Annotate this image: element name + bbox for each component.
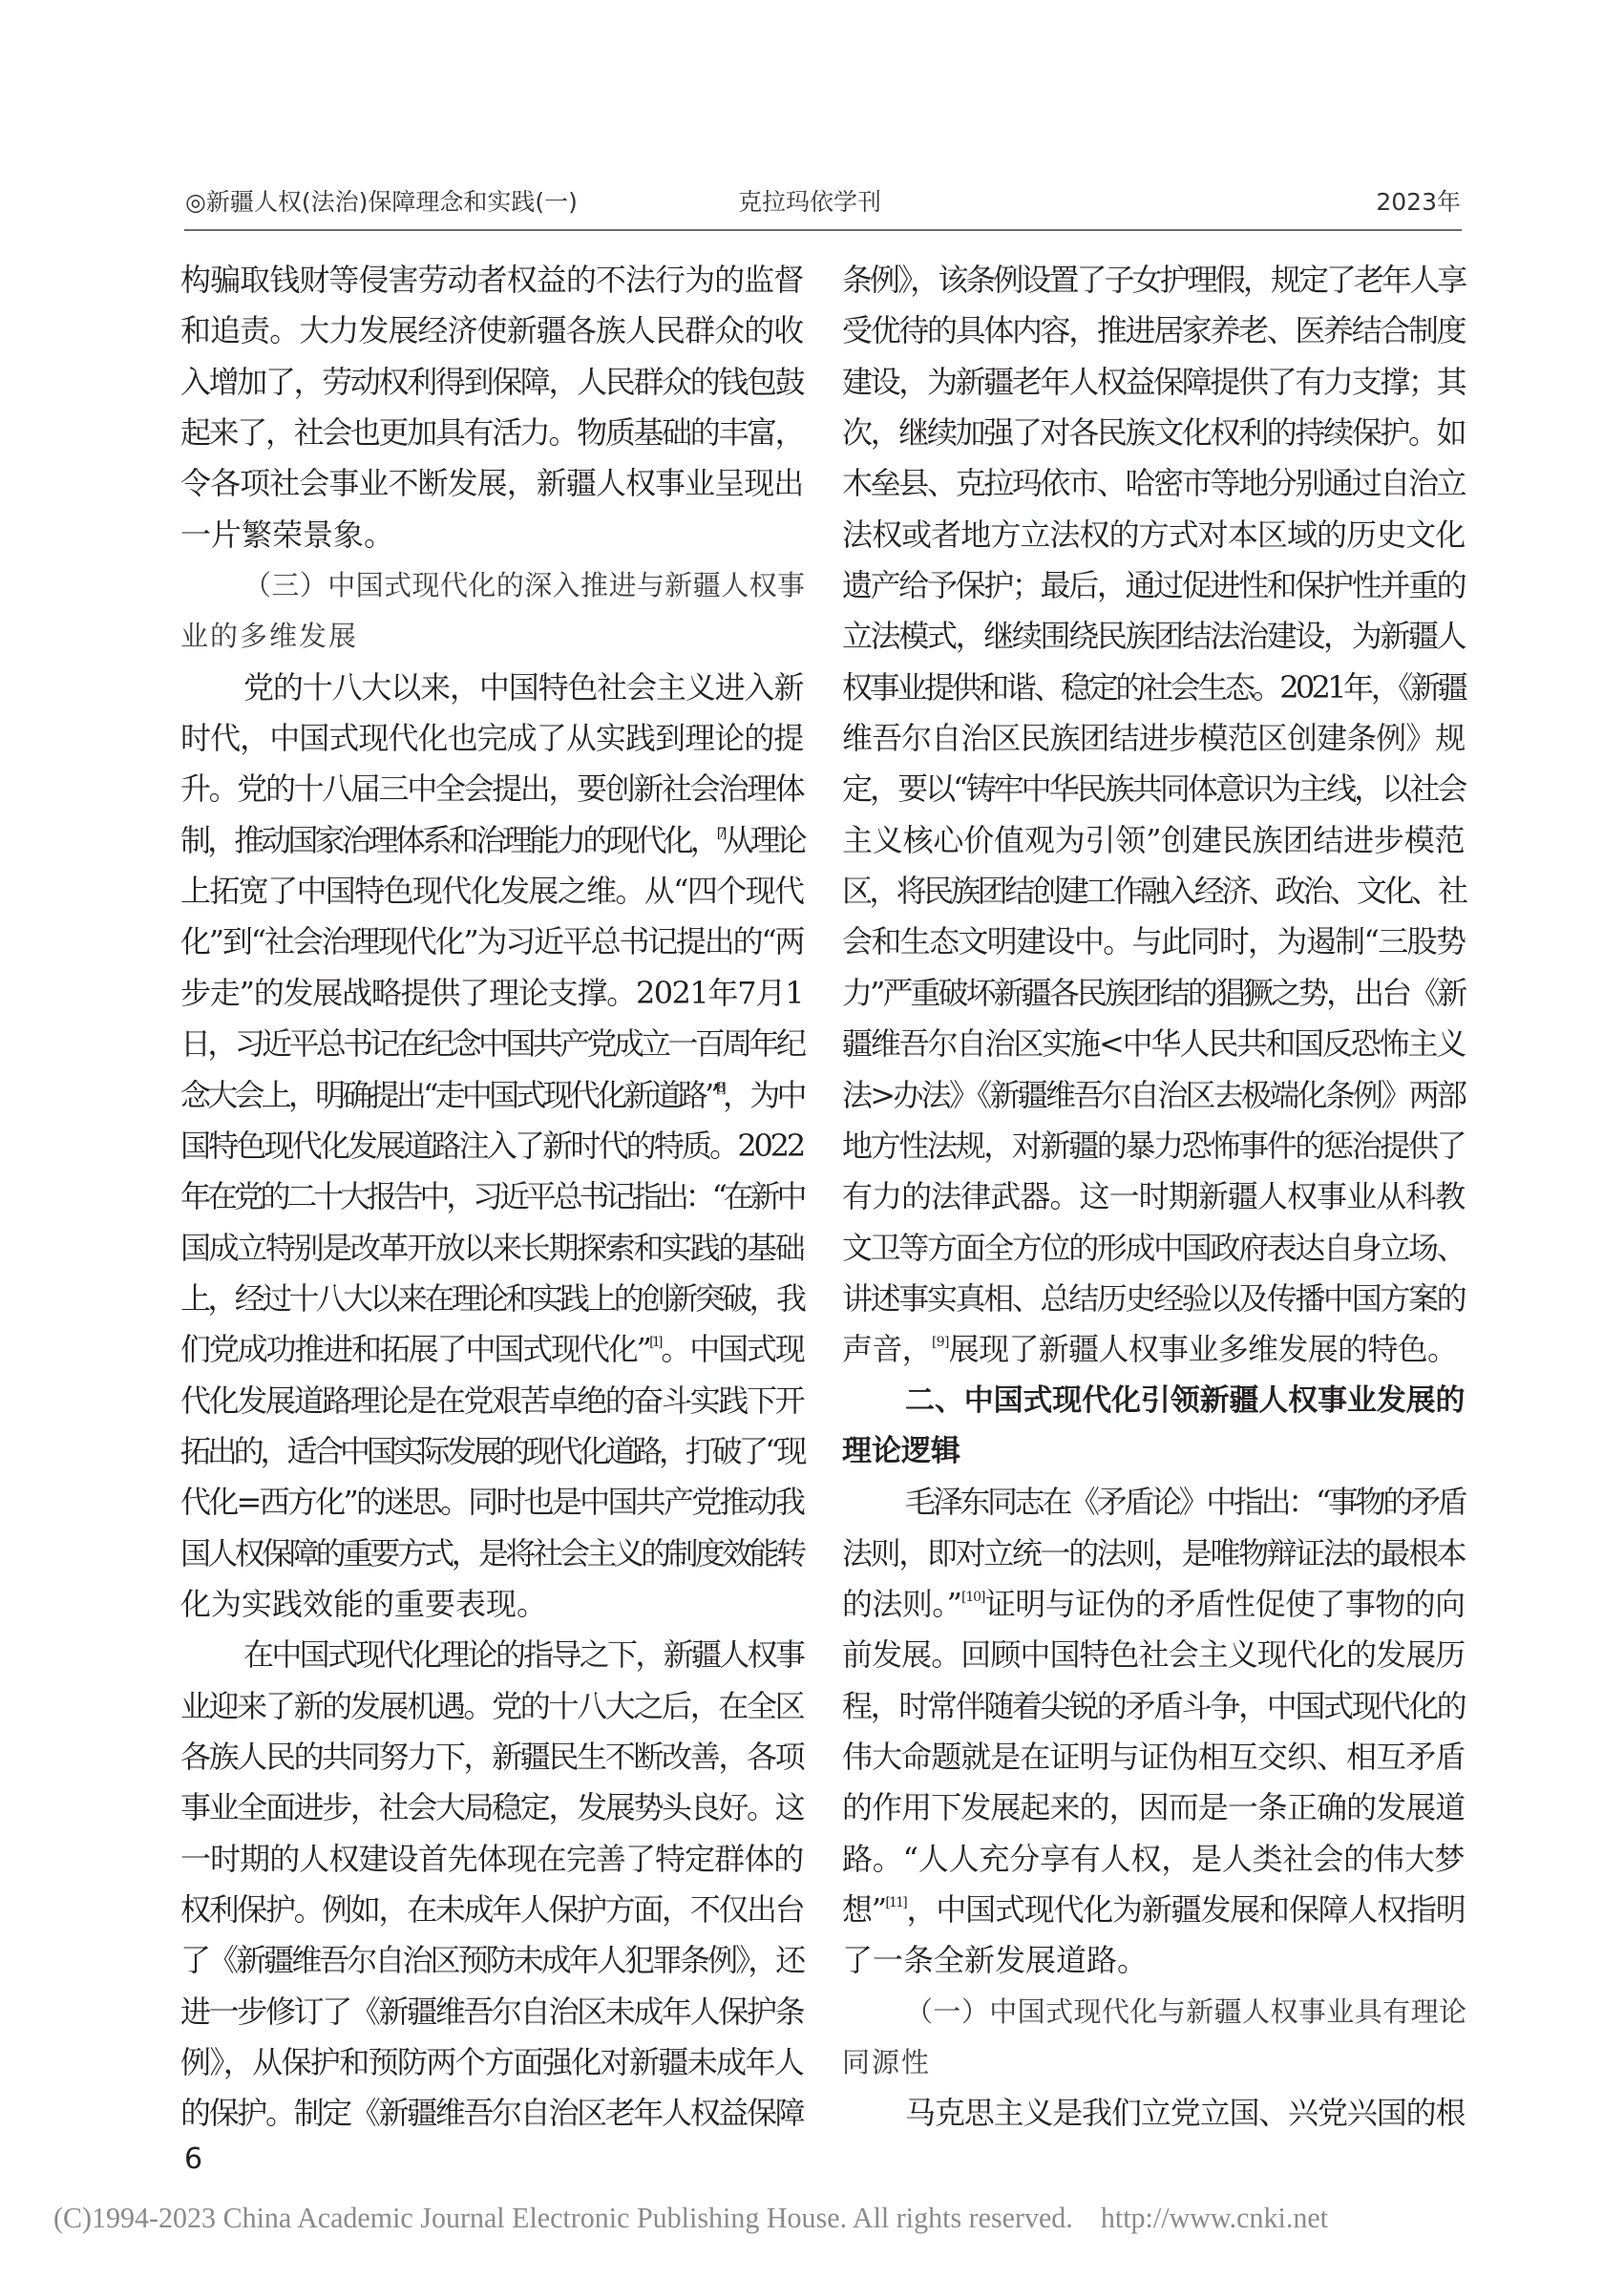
header-year: 2023年 [1376,188,1461,216]
body-text-line: 了《新疆维吾尔自治区预防未成年人犯罪条例》，还 [180,1942,803,1979]
body-text-line: 升。党的十八届三中全会提出，要创新社会治理体 [180,770,803,808]
body-text-line: 令各项社会事业不断发展，新疆人权事业呈现出 [180,465,803,502]
body-text-line: 一时期的人权建设首先体现在完善了特定群体的 [180,1840,803,1877]
body-text-line: 前发展。回顾中国特色社会主义现代化的发展历 [842,1636,1465,1674]
body-text-line: 权事业提供和谐、稳定的社会生态。2021年，《新疆 [842,668,1465,706]
body-text-line: 路。“人人充分享有人权，是人类社会的伟大梦 [842,1840,1465,1877]
body-text-line: 声音，[9]展现了新疆人权事业多维发展的特色。 [842,1331,1458,1368]
body-text-line: 业迎来了新的发展机遇。党的十八大之后，在全区 [180,1687,803,1724]
body-text-line: 国特色现代化发展道路注入了新时代的特质。2022 [180,1127,803,1164]
body-text-line: 拓出的，适合中国实际发展的现代化道路，打破了“现 [180,1432,803,1469]
subsection-heading-line: （三）中国式现代化的深入推进与新疆人权事 [243,569,803,602]
body-text-line: 了一条全新发展道路。 [842,1942,1149,1979]
body-text-line: 想”[11]，中国式现代化为新疆发展和保障人权指明 [842,1891,1465,1928]
body-text-line: 一片繁荣景象。 [180,516,395,553]
body-text-line: 和追责。大力发展经济使新疆各族人民群众的收 [180,312,803,349]
section-heading-line: 理论逻辑 [842,1433,960,1468]
body-text-line: 受优待的具体内容，推进居家养老、医养结合制度 [842,312,1465,349]
body-text-line: 定，要以“铸牢中华民族共同体意识为主线，以社会 [842,770,1465,808]
section-heading-line: 二、中国式现代化引领新疆人权事业发展的 [905,1382,1465,1418]
right-text-column [842,255,1465,2140]
body-text-line: 立法模式，继续围绕民族团结法治建设，为新疆人 [842,618,1465,655]
citation-reference[interactable]: [8] [715,1080,723,1096]
citation-reference[interactable]: [1] [649,1335,661,1351]
body-text-line: 文卫等方面全方位的形成中国政府表达自身立场、 [842,1229,1465,1266]
header-journal-name: 克拉玛依学刊 [738,188,882,216]
body-text-line: 次，继续加强了对各民族文化权利的持续保护。如 [842,414,1465,452]
copyright-footer [53,2201,1328,2235]
body-text-line: 伟大命题就是在证明与证伪相互交织、相互矛盾 [842,1738,1465,1775]
citation-reference[interactable]: [10] [960,1589,985,1605]
body-text-line: 构骗取钱财等侵害劳动者权益的不法行为的监督 [180,262,803,298]
body-text-line: 入增加了，劳动权利得到保障，人民群众的钱包鼓 [180,363,803,400]
body-text-line: 法权或者地方立法权的方式对本区域的历史文化 [842,516,1465,553]
body-text-line: 会和生态文明建设中。与此同时，为遏制“三股势 [842,923,1465,960]
body-text-line: 党的十八大以来，中国特色社会主义进入新 [243,668,803,706]
body-text-line: 进一步修订了《新疆维吾尔自治区未成年人保护条 [180,1993,803,2030]
body-text-line: 地方性法规，对新疆的暴力恐怖事件的惩治提供了 [842,1127,1465,1164]
body-text-line: 疆维吾尔自治区实施<中华人民共和国反恐怖主义 [842,1025,1465,1063]
body-text-line: 例》，从保护和预防两个方面强化对新疆未成年人 [180,2044,803,2081]
left-text-column [180,255,803,2140]
header-section-title: ◎新疆人权(法治)保障理念和实践(一) [185,188,578,216]
body-text-line: 日，习近平总书记在纪念中国共产党成立一百周年纪 [180,1025,803,1063]
body-text-line: 念大会上，明确提出“走中国式现代化新道路”[8]，为中 [180,1076,803,1113]
body-text-line: 有力的法律武器。这一时期新疆人权事业从科教 [842,1178,1465,1215]
body-text-line: 马克思主义是我们立党立国、兴党兴国的根 [905,2095,1465,2132]
header-divider [184,229,1462,231]
body-text-line: 的保护。制定《新疆维吾尔自治区老年人权益保障 [180,2095,803,2132]
body-text-line: 遗产给予保护；最后，通过促进性和保护性并重的 [842,567,1465,604]
body-text-line: 事业全面进步，社会大局稳定，发展势头良好。这 [180,1789,803,1826]
body-text-line: 代化=西方化”的迷思。同时也是中国共产党推动我 [180,1484,803,1521]
body-text-line: 的法则。”[10]证明与证伪的矛盾性促使了事物的向 [842,1585,1465,1622]
citation-reference[interactable]: [7] [716,825,723,841]
citation-reference[interactable]: [9] [931,1335,949,1351]
body-text-line: 在中国式现代化理论的指导之下，新疆人权事 [243,1636,803,1674]
body-text-line: 法则，即对立统一的法则，是唯物辩证法的最根本 [842,1534,1465,1571]
body-text-line: 化”到“社会治理现代化”为习近平总书记提出的“两 [180,923,803,960]
body-text-line: 力”严重破坏新疆各民族团结的猖獗之势，出台《新 [842,974,1465,1011]
body-text-line: 讲述事实真相、总结历史经验以及传播中国方案的 [842,1279,1465,1317]
body-text-line: 们党成功推进和拓展了中国式现代化”[1]。中国式现 [180,1331,803,1368]
body-text-line: 化为实践效能的重要表现。 [180,1585,548,1622]
subsection-heading-line: （一）中国式现代化与新疆人权事业具有理论 [905,1994,1465,2028]
body-text-line: 建设，为新疆老年人权益保障提供了有力支撑；其 [842,363,1465,400]
running-header [181,178,1463,223]
body-text-line: 国成立特别是改革开放以来长期探索和实践的基础 [180,1229,803,1266]
body-text-line: 木垒县、克拉玛依市、哈密市等地分别通过自治立 [842,465,1465,502]
body-text-line: 条例》，该条例设置了子女护理假，规定了老年人享 [842,262,1465,298]
body-text-line: 年在党的二十大报告中，习近平总书记指出：“在新中 [180,1178,803,1215]
body-text-line: 代化发展道路理论是在党艰苦卓绝的奋斗实践下开 [180,1382,803,1419]
body-text-line: 的作用下发展起来的，因而是一条正确的发展道 [842,1789,1465,1826]
body-text-line: 时代，中国式现代化也完成了从实践到理论的提 [180,720,803,757]
subsection-heading-line: 业的多维发展 [180,620,359,653]
subsection-heading-line: 同源性 [842,2046,932,2079]
body-text-line: 毛泽东同志在《矛盾论》中指出：“事物的矛盾 [905,1484,1465,1521]
body-text-line: 各族人民的共同努力下，新疆民生不断改善，各项 [180,1738,803,1775]
body-text-line: 起来了，社会也更加具有活力。物质基础的丰富， [180,414,803,452]
copyright-text: (C)1994-2023 China Academic Journal Electronic Publishing House. All rights reserved. [53,2201,1073,2234]
body-text-line: 区，将民族团结创建工作融入经济、政治、文化、社 [842,873,1465,910]
body-text-line: 制，推动国家治理体系和治理能力的现代化，[7]从理论 [180,821,803,858]
cnki-url-link[interactable]: http://www.cnki.net [1100,2201,1328,2234]
body-text-line: 主义核心价值观为引领”创建民族团结进步模范 [842,821,1465,858]
body-text-line: 上拓宽了中国特色现代化发展之维。从“四个现代 [180,873,803,910]
body-text-line: 程，时常伴随着尖锐的矛盾斗争，中国式现代化的 [842,1687,1465,1724]
body-text-line: 步走”的发展战略提供了理论支撑。2021年7月1 [180,974,803,1011]
body-text-line: 上，经过十八大以来在理论和实践上的创新突破，我 [180,1279,803,1317]
body-text-line: 权利保护。例如，在未成年人保护方面，不仅出台 [180,1891,803,1928]
body-text-line: 维吾尔自治区民族团结进步模范区创建条例》规 [842,720,1465,757]
page-number: 6 [184,2142,203,2176]
body-text-line: 国人权保障的重要方式，是将社会主义的制度效能转 [180,1534,803,1571]
body-text-line: 法>办法》《新疆维吾尔自治区去极端化条例》两部 [842,1076,1465,1113]
citation-reference[interactable]: [11] [885,1895,906,1910]
